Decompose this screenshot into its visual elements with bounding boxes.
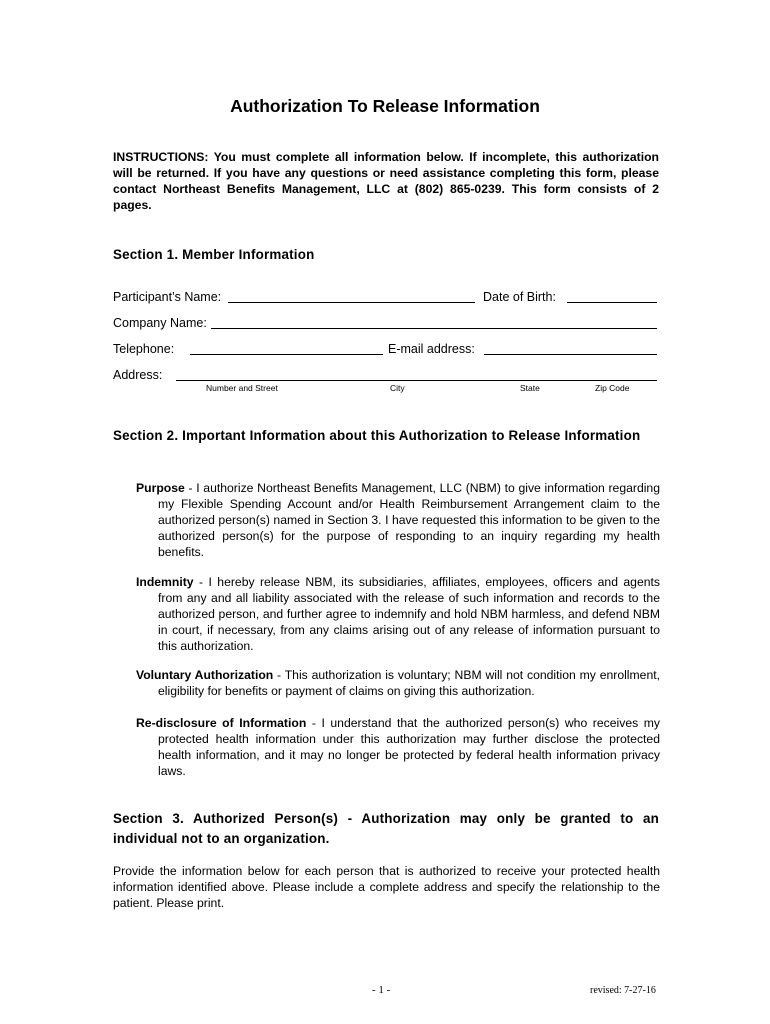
purpose-paragraph — [136, 480, 660, 560]
dob-field[interactable] — [567, 302, 657, 303]
section2-heading: Section 2. Important Information about this Authorization to Release Information — [113, 428, 641, 443]
email-label: E-mail address: — [388, 342, 475, 356]
address-zip-caption: Zip Code — [595, 383, 630, 393]
participant-name-field[interactable] — [228, 302, 475, 303]
section3-body: Provide the information below for each person that is authorized to receive your protected health information identified above. Please include a complete address and specify the relationship to the patient. Please print. — [113, 864, 660, 910]
purpose-text: - I authorize Northeast Benefits Management, LLC (NBM) to give information regarding my Flexible Spending Account and/or Health Reimbursement Arrangement claim to the authorized person(s) named in Section 3. I have requested this information to be given to the authorized person(s) for the purpose of responding to an inquiry regarding my health benefits. — [158, 481, 660, 559]
revised-date: revised: 7-27-16 — [590, 985, 656, 996]
section1-heading: Section 1. Member Information — [113, 247, 315, 262]
redisclosure-text: - I understand that the authorized person(s) who receives my protected health information under this authorization may further disclose the protected health information, and it may no longer be protected by federal health information privacy laws. — [158, 716, 660, 778]
dob-label: Date of Birth: — [483, 290, 556, 304]
redisclosure-paragraph — [136, 715, 660, 779]
email-field[interactable] — [484, 354, 657, 355]
address-field[interactable] — [176, 380, 657, 381]
section3-heading: Section 3. Authorized Person(s) - Authorization may only be granted to an individual not to an organization. — [113, 811, 659, 846]
page-title: Authorization To Release Information — [230, 96, 540, 116]
company-name-field[interactable] — [211, 328, 657, 329]
redisclosure-term: Re-disclosure of Information — [136, 716, 307, 730]
address-label: Address: — [113, 368, 163, 382]
address-city-caption: City — [390, 383, 405, 393]
voluntary-paragraph — [136, 667, 660, 699]
telephone-label: Telephone: — [113, 342, 175, 356]
company-label: Company Name: — [113, 316, 207, 330]
indemnity-term: Indemnity — [136, 575, 194, 589]
instructions: INSTRUCTIONS: You must complete all information below. If incomplete, this authorization will be returned. If you have any questions or need assistance completing this form, please contact Northeast Benefits Management, LLC at (802) 865-0239. This form consists of 2 pages. — [113, 150, 659, 212]
participant-label: Participant’s Name: — [113, 290, 222, 304]
purpose-term: Purpose — [136, 481, 185, 495]
voluntary-term: Voluntary Authorization — [136, 668, 274, 682]
voluntary-text: - This authorization is voluntary; NBM will not condition my enrollment, eligibility for benefits or payment of claims on giving this authorization. — [158, 668, 660, 698]
telephone-field[interactable] — [190, 354, 383, 355]
page-number: - 1 - — [372, 984, 391, 996]
address-state-caption: State — [520, 383, 540, 393]
address-street-caption: Number and Street — [206, 383, 278, 393]
indemnity-text: - I hereby release NBM, its subsidiaries, affiliates, employees, officers and agents from any and all liability associated with the release of such information and records to the authorized person, and further agree to indemnify and hold NBM harmless, and defend NBM in court, if necessary, from any claims arising out of any release of information pursuant to this authorization. — [158, 575, 660, 653]
indemnity-paragraph — [136, 574, 660, 654]
